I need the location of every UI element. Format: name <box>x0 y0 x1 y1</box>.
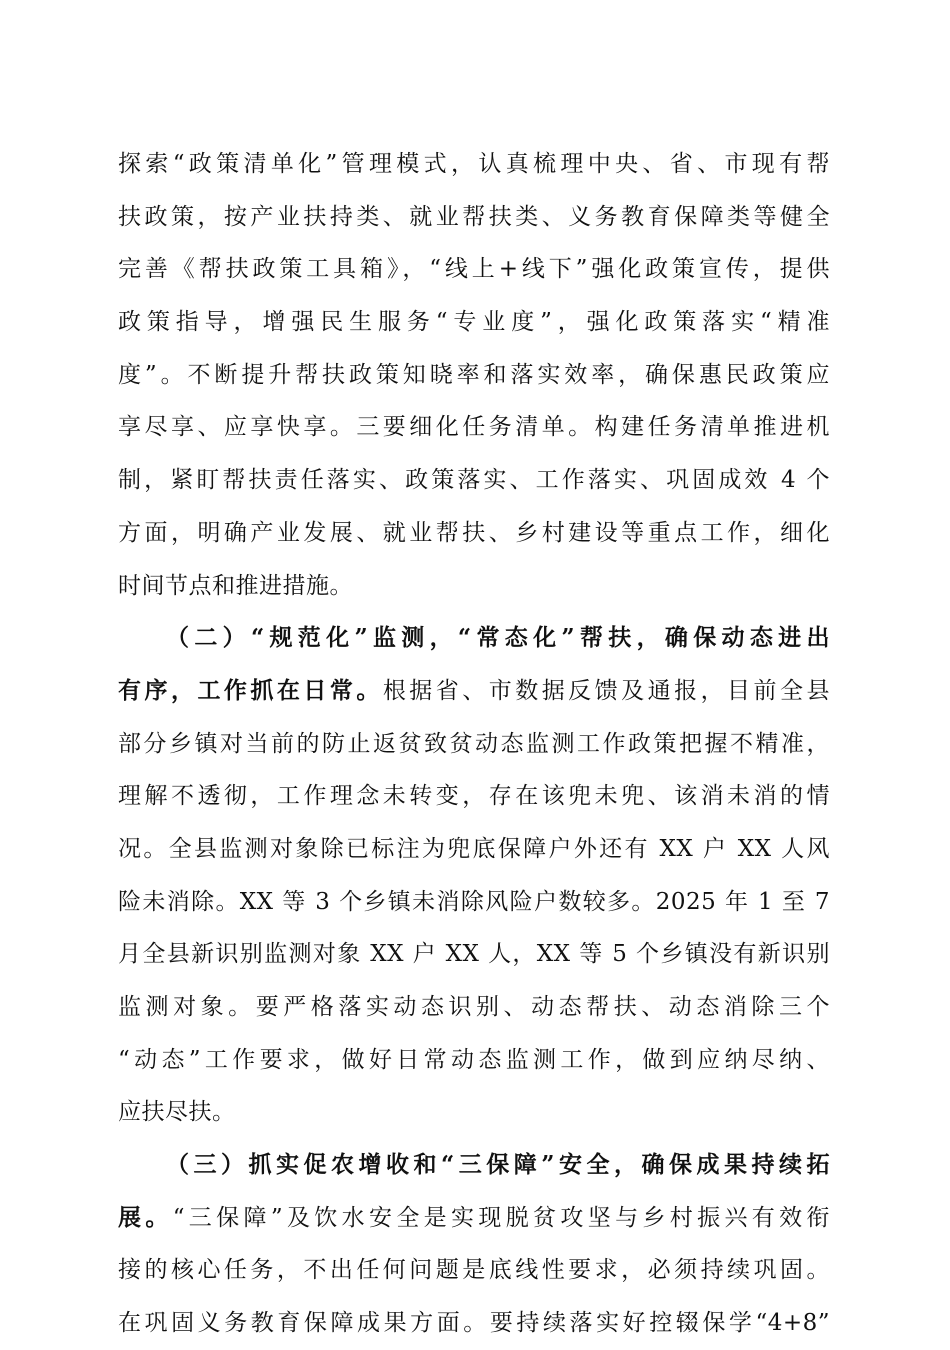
text-line <box>118 243 830 296</box>
body-text: 监测对象。要严格落实动态识别、动态帮扶、动态消除三个 <box>118 994 830 1020</box>
text-line <box>118 1086 830 1139</box>
body-text: 理解不透彻，工作理念未转变，存在该兜未兜、该消未消的情 <box>118 783 830 810</box>
text-line <box>118 1034 830 1087</box>
body-text: 根据省、市数据反馈及通报，目前全县 <box>382 677 831 704</box>
body-text: 制，紧盯帮扶责任落实、政策落实、工作落实、巩固成效 4 个 <box>118 467 830 494</box>
body-text: 方面，明确产业发展、就业帮扶、乡村建设等重点工作，细化 <box>118 519 830 546</box>
text-line <box>118 1139 830 1192</box>
text-line <box>118 718 830 771</box>
text-line <box>118 876 830 929</box>
body-text: 应扶尽扶。 <box>118 1099 236 1126</box>
bold-heading-text: （二）“规范化”监测，“常态化”帮扶，确保动态进出 <box>166 624 830 652</box>
text-line <box>118 349 830 402</box>
body-text: 扶政策，按产业扶持类、就业帮扶类、义务教育保障类等健全 <box>118 203 830 230</box>
body-text: 部分乡镇对当前的防止返贫致贫动态监测工作政策把握不精准， <box>118 730 830 757</box>
text-line <box>118 770 830 823</box>
body-text: 在巩固义务教育保障成果方面。要持续落实好控辍保学“4+8” <box>118 1310 830 1337</box>
body-text: 政策指导，增强民生服务“专业度”，强化政策落实“精准 <box>118 309 830 336</box>
body-text: 享尽享、应享快享。三要细化任务清单。构建任务清单推进机 <box>118 414 830 441</box>
text-line <box>118 191 830 244</box>
text-line <box>118 507 830 560</box>
text-line <box>118 296 830 349</box>
text-line <box>118 560 830 613</box>
text-line <box>118 981 830 1034</box>
body-text: “动态”工作要求，做好日常动态监测工作，做到应纳尽纳、 <box>118 1046 830 1073</box>
text-line <box>118 1297 830 1350</box>
body-text: 时间节点和推进措施。 <box>118 572 353 599</box>
body-text: 况。全县监测对象除已标注为兜底保障户外还有 XX 户 XX 人风 <box>118 835 830 862</box>
body-text: 险未消除。XX 等 3 个乡镇未消除风险户数较多。2025 年 1 至 7 <box>118 888 830 915</box>
text-line <box>118 928 830 981</box>
bold-heading-text: 展。 <box>118 1203 173 1231</box>
text-line <box>118 1244 830 1297</box>
text-line <box>118 1192 830 1245</box>
document-page <box>118 138 830 1350</box>
text-line <box>118 454 830 507</box>
text-line <box>118 612 830 665</box>
bold-heading-text: 有序，工作抓在日常。 <box>118 676 383 704</box>
body-text: 接的核心任务，不出任何问题是底线性要求，必须持续巩固。 <box>118 1257 830 1284</box>
body-text: 完善《帮扶政策工具箱》，“线上+线下”强化政策宣传，提供 <box>118 256 830 283</box>
text-line <box>118 665 830 718</box>
text-line <box>118 138 830 191</box>
body-text: 月全县新识别监测对象 XX 户 XX 人，XX 等 5 个乡镇没有新识别 <box>118 941 830 968</box>
body-text: 探索“政策清单化”管理模式，认真梳理中央、省、市现有帮 <box>118 151 830 177</box>
text-line <box>118 823 830 876</box>
body-text: “三保障”及饮水安全是实现脱贫攻坚与乡村振兴有效衔 <box>172 1204 830 1231</box>
body-text: 度”。不断提升帮扶政策知晓率和落实效率，确保惠民政策应 <box>118 361 830 388</box>
text-line <box>118 401 830 454</box>
bold-heading-text: （三）抓实促农增收和“三保障”安全，确保成果持续拓 <box>166 1151 830 1179</box>
